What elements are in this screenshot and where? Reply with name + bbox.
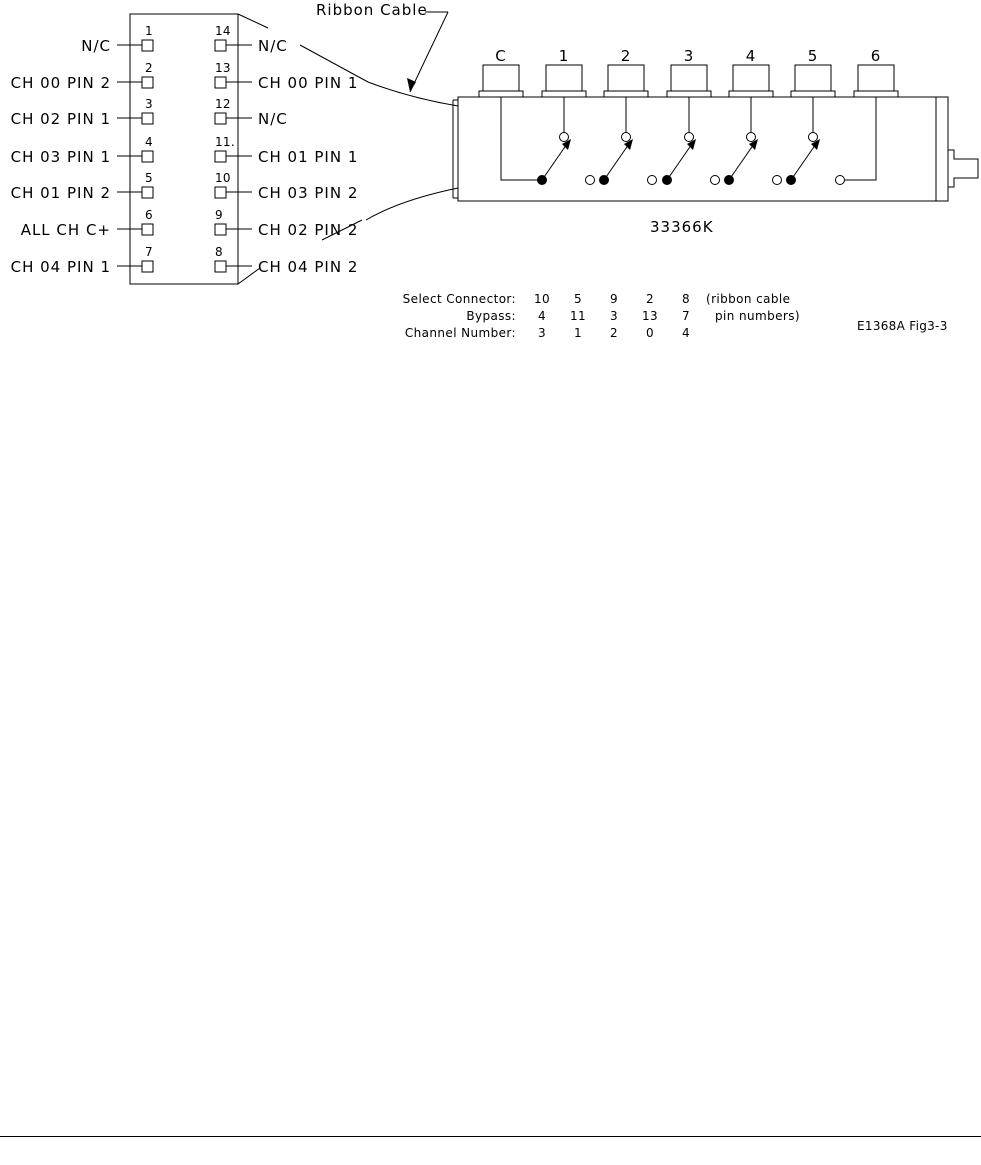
right-pin-label: CH 01 PIN 1 bbox=[258, 148, 359, 166]
relay-open-contact bbox=[809, 133, 818, 142]
left-pin-label: ALL CH C+ bbox=[20, 221, 111, 239]
switch-port bbox=[542, 47, 586, 97]
port-body bbox=[546, 65, 582, 91]
left-pin-pad bbox=[142, 40, 153, 51]
port-label: 6 bbox=[870, 47, 882, 65]
pin-table-row bbox=[466, 309, 690, 323]
right-pin-label: CH 03 PIN 2 bbox=[258, 184, 359, 202]
pin-table-row-label: Bypass: bbox=[466, 309, 516, 323]
right-pin-number: 11. bbox=[215, 135, 235, 149]
pin-table-cell: 8 bbox=[681, 292, 691, 306]
port-body bbox=[671, 65, 707, 91]
switch-body bbox=[458, 97, 936, 201]
right-pin-number: 14 bbox=[215, 24, 231, 38]
port-flange bbox=[791, 91, 835, 97]
pin-row bbox=[11, 97, 288, 128]
left-pin-number: 1 bbox=[145, 24, 153, 38]
left-pin-label: CH 03 PIN 1 bbox=[10, 148, 111, 166]
ribbon-cable bbox=[300, 1, 458, 240]
right-pin-pad bbox=[215, 77, 226, 88]
pin-table-cell: 13 bbox=[641, 309, 659, 323]
left-pin-pad bbox=[142, 113, 153, 124]
left-pin-number: 3 bbox=[145, 97, 153, 111]
right-pin-label: N/C bbox=[258, 110, 288, 128]
left-pin-pad bbox=[142, 224, 153, 235]
left-pin-label: CH 04 PIN 1 bbox=[10, 258, 111, 276]
connector-body bbox=[130, 14, 238, 284]
relay-open-contact bbox=[622, 133, 631, 142]
right-pin-label: CH 00 PIN 1 bbox=[258, 74, 359, 92]
pin-table-cell: 2 bbox=[609, 326, 619, 340]
left-pin-number: 6 bbox=[145, 208, 153, 222]
pin-table-cell: 4 bbox=[537, 309, 547, 323]
port-body bbox=[483, 65, 519, 91]
bypass-contact bbox=[586, 176, 595, 185]
switch-port bbox=[479, 47, 523, 97]
switch-port bbox=[667, 47, 711, 97]
right-pin-pad bbox=[215, 187, 226, 198]
switch-module bbox=[453, 47, 978, 236]
right-pin-label: N/C bbox=[258, 37, 288, 55]
pin-table-row bbox=[405, 326, 690, 340]
bypass-contact bbox=[711, 176, 720, 185]
pin-table-cell: 5 bbox=[573, 292, 583, 306]
pin-table-cell: 1 bbox=[573, 326, 583, 340]
port-flange bbox=[479, 91, 523, 97]
bypass-contact bbox=[648, 176, 657, 185]
left-pin-pad bbox=[142, 151, 153, 162]
port-label: 1 bbox=[558, 47, 570, 65]
right-pin-pad bbox=[215, 261, 226, 272]
ribbon-cable-lower-wire bbox=[366, 188, 458, 220]
port-body bbox=[795, 65, 831, 91]
switch-port bbox=[791, 47, 835, 97]
switch-port bbox=[729, 47, 773, 97]
port-body bbox=[608, 65, 644, 91]
relay-open-contact bbox=[747, 133, 756, 142]
switch-shaft bbox=[948, 150, 978, 187]
ribbon-cable-leader bbox=[410, 12, 448, 92]
ribbon-cable-label: Ribbon Cable bbox=[316, 1, 428, 19]
port-flange bbox=[667, 91, 711, 97]
right-pin-pad bbox=[215, 151, 226, 162]
model-label: 33366K bbox=[650, 218, 714, 236]
left-pin-number: 7 bbox=[145, 245, 153, 259]
pin-table-row bbox=[403, 292, 690, 306]
pin-table-cell: 11 bbox=[569, 309, 587, 323]
pin-table-cell: 10 bbox=[533, 292, 551, 306]
relay-open-contact bbox=[560, 133, 569, 142]
left-pin-label: CH 01 PIN 2 bbox=[10, 184, 111, 202]
right-pin-pad bbox=[215, 40, 226, 51]
left-pin-label: CH 00 PIN 2 bbox=[10, 74, 111, 92]
left-pin-number: 4 bbox=[145, 135, 153, 149]
left-pin-label: N/C bbox=[81, 37, 111, 55]
port-body bbox=[733, 65, 769, 91]
port-label: 3 bbox=[683, 47, 695, 65]
relay-open-contact bbox=[685, 133, 694, 142]
right-pin-label: CH 04 PIN 2 bbox=[258, 258, 359, 276]
pin-table-cell: 2 bbox=[645, 292, 655, 306]
page-bottom-rule bbox=[0, 1136, 981, 1137]
left-pin-pad bbox=[142, 187, 153, 198]
port-6-contact bbox=[836, 176, 845, 185]
connector-bottom-edge bbox=[238, 268, 260, 284]
bypass-contact bbox=[773, 176, 782, 185]
right-pin-pad bbox=[215, 224, 226, 235]
ribbon-connector bbox=[11, 14, 359, 284]
pin-table-note-line1: (ribbon cable bbox=[706, 292, 791, 306]
port-label: 4 bbox=[745, 47, 757, 65]
right-pin-number: 13 bbox=[215, 61, 231, 75]
right-pin-pad bbox=[215, 113, 226, 124]
switch-port bbox=[854, 47, 898, 97]
left-pin-pad bbox=[142, 261, 153, 272]
pin-table-cell: 7 bbox=[681, 309, 691, 323]
port-flange bbox=[604, 91, 648, 97]
switch-port bbox=[604, 47, 648, 97]
right-pin-number: 8 bbox=[215, 245, 223, 259]
switch-ports bbox=[479, 47, 898, 97]
pin-table-cell: 4 bbox=[681, 326, 691, 340]
right-pin-number: 9 bbox=[215, 208, 223, 222]
pin-table-cell: 3 bbox=[537, 326, 547, 340]
connector-top-edge bbox=[238, 14, 268, 28]
right-pin-number: 12 bbox=[215, 97, 231, 111]
right-pin-label: CH 02 PIN 2 bbox=[258, 221, 359, 239]
right-pin-number: 10 bbox=[215, 171, 231, 185]
port-flange bbox=[854, 91, 898, 97]
left-pin-pad bbox=[142, 77, 153, 88]
port-body bbox=[858, 65, 894, 91]
pin-table-note-line2: pin numbers) bbox=[715, 309, 800, 323]
left-pin-number: 5 bbox=[145, 171, 153, 185]
pin-table-row-label: Channel Number: bbox=[404, 326, 516, 340]
pin-table-cell: 3 bbox=[609, 309, 619, 323]
left-pin-number: 2 bbox=[145, 61, 153, 75]
port-label: 2 bbox=[620, 47, 632, 65]
figure-id: E1368A Fig3-3 bbox=[857, 319, 948, 333]
pin-number-table bbox=[403, 292, 800, 340]
switch-end-cap bbox=[936, 97, 948, 201]
port-label: C bbox=[495, 47, 507, 65]
pin-table-cell: 9 bbox=[609, 292, 619, 306]
pin-table-row-label: Select Connector: bbox=[402, 292, 516, 306]
left-pin-label: CH 02 PIN 1 bbox=[10, 110, 111, 128]
port-flange bbox=[729, 91, 773, 97]
port-label: 5 bbox=[807, 47, 819, 65]
pin-table-cell: 0 bbox=[645, 326, 655, 340]
port-flange bbox=[542, 91, 586, 97]
